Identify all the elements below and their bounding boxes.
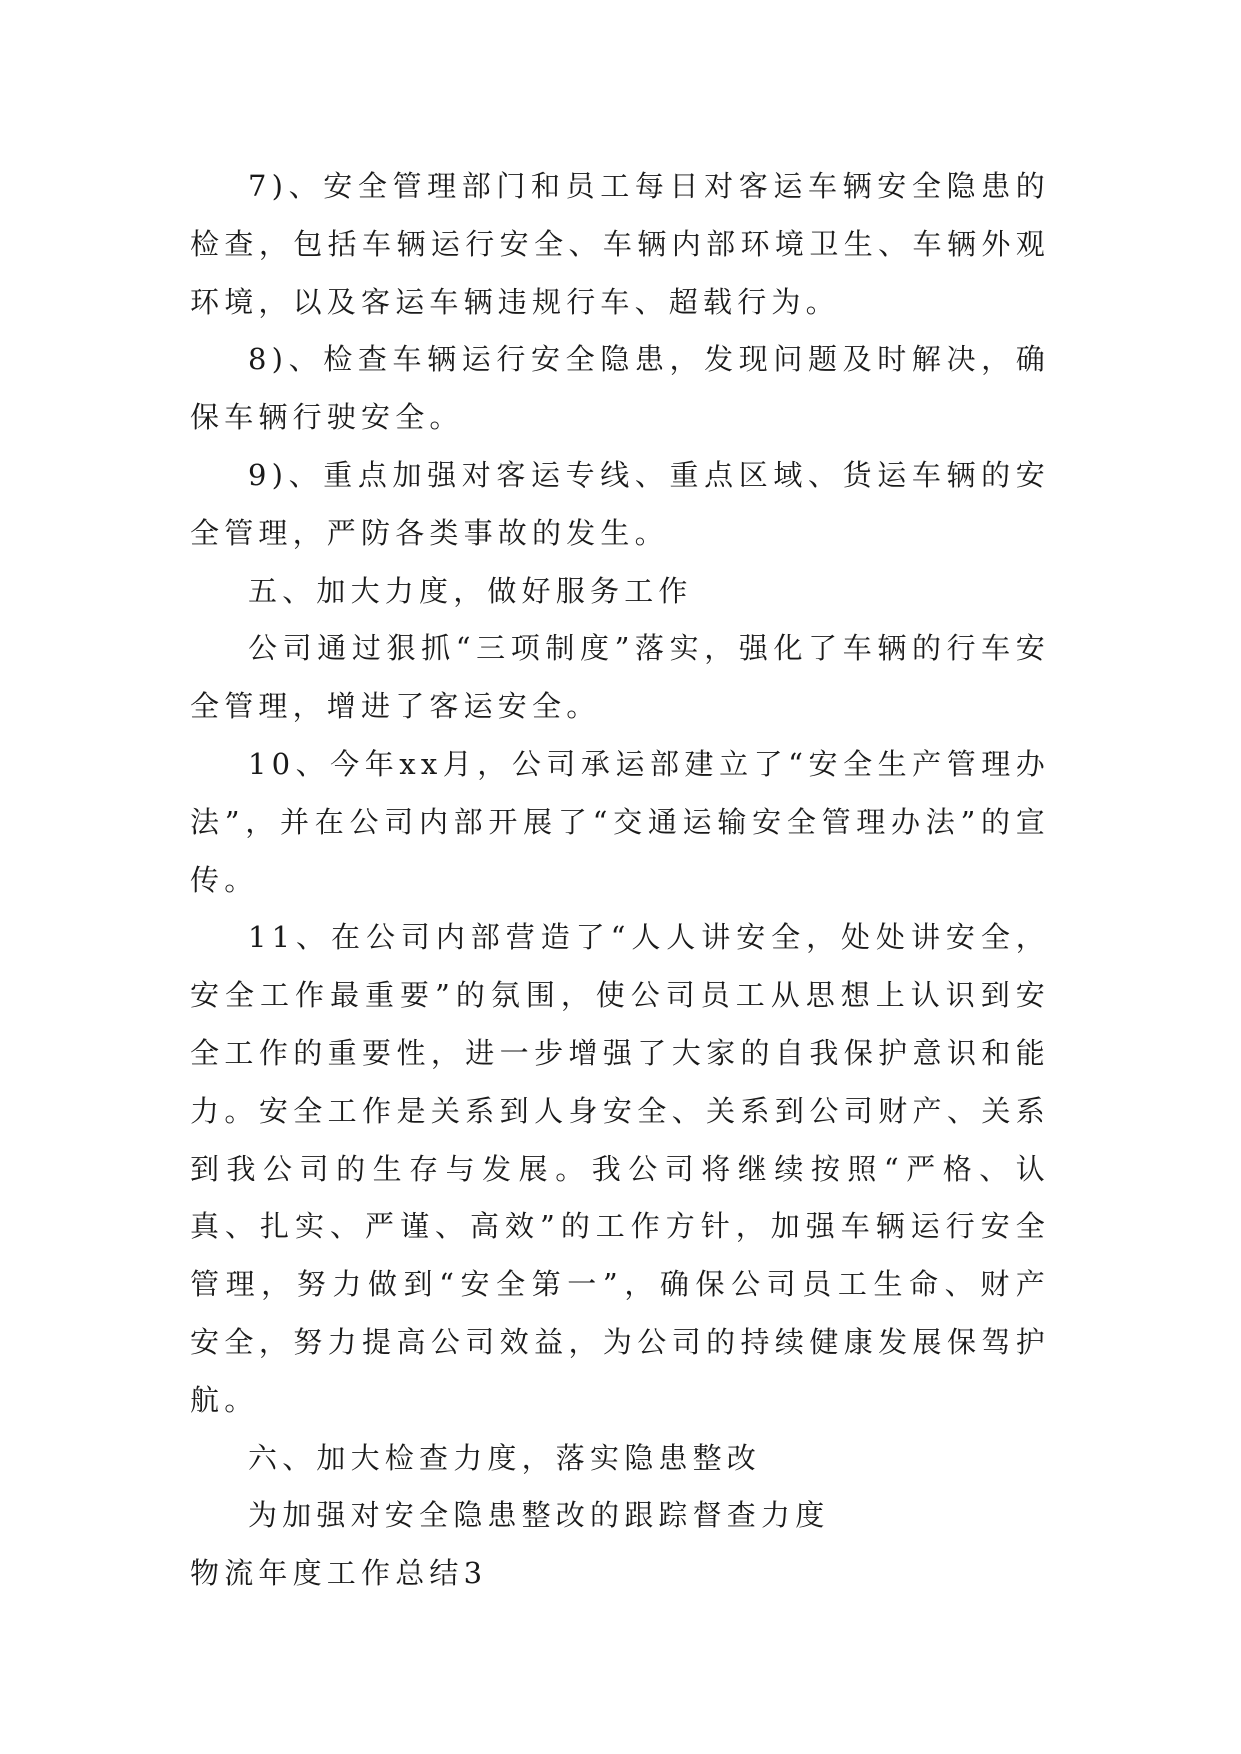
paragraph-inspection: 为加强对安全隐患整改的跟踪督查力度 bbox=[248, 1498, 830, 1533]
document-body bbox=[190, 158, 1050, 1603]
paragraph-item-10: 10、今年xx月，公司承运部建立了“安全生产管理办法”，并在公司内部开展了“交通运输安全管理办法”的宣传。 bbox=[190, 746, 1050, 897]
paragraph-item-9: 9)、重点加强对客运专线、重点区域、货运车辆的安全管理，严防各类事故的发生。 bbox=[190, 457, 1050, 550]
paragraph-item-7: 7)、安全管理部门和员工每日对客运车辆安全隐患的检查，包括车辆运行安全、车辆内部环境卫生、车辆外观环境，以及客运车辆违规行车、超载行为。 bbox=[190, 169, 1050, 319]
section-heading-5: 五、加大力度，做好服务工作 bbox=[248, 573, 693, 608]
paragraph-item-11: 11、在公司内部营造了“人人讲安全，处处讲安全，安全工作最重要”的氛围，使公司员工从思想上认识到安全工作的重要性，进一步增强了大家的自我保护意识和能力。安全工作是关系到人身安全、关系到公司财产、关系到我公司的生存与发展。我公司将继续按照“严格、认真、扎实、严谨、高效”的工作方针，加强车辆运行安全管理，努力做到“安全第一”，确保公司员工生命、财产安全，努力提高公司效益，为公司的持续健康发展保驾护航。 bbox=[190, 920, 1050, 1417]
paragraph-three-systems: 公司通过狠抓“三项制度”落实，强化了车辆的行车安全管理，增进了客运安全。 bbox=[190, 631, 1050, 724]
next-document-title: 物流年度工作总结3 bbox=[190, 1556, 488, 1591]
section-heading-6: 六、加大检查力度，落实隐患整改 bbox=[248, 1440, 762, 1475]
paragraph-item-8: 8)、检查车辆运行安全隐患，发现问题及时解决，确保车辆行驶安全。 bbox=[190, 342, 1050, 435]
